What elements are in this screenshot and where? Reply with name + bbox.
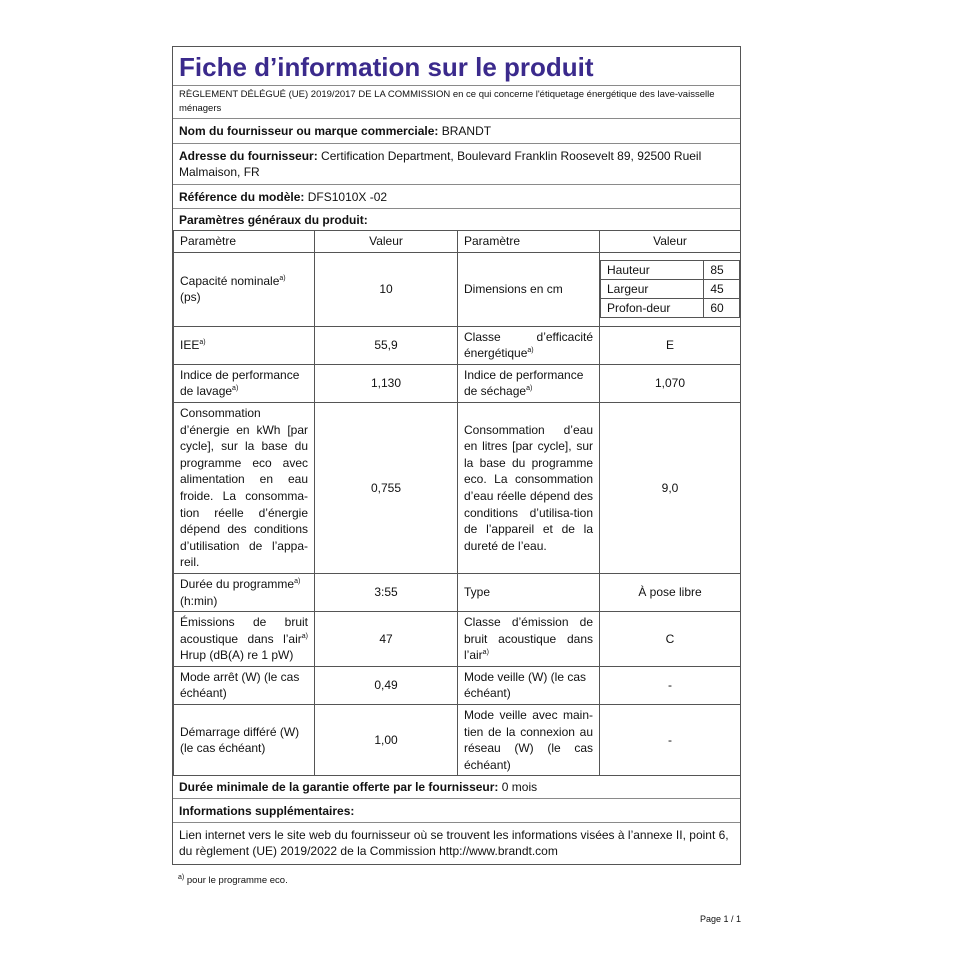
dimensions-table	[600, 260, 740, 318]
footnote-mark: a)	[527, 347, 534, 355]
product-information-sheet	[172, 46, 741, 865]
supplier-value: BRANDT	[441, 124, 492, 138]
height-label: Hauteur	[601, 261, 704, 280]
energy-consumption-label: Consommation d’énergie en kWh [par cycle], sur la base du programme eco avec alimentation en eau froide. La consomma-tion réelle d’énergie dépend des conditions d’utilisation de l’appa-reil.	[174, 402, 315, 573]
depth-label: Profon-deur	[601, 299, 704, 318]
duration-cell	[174, 573, 315, 611]
table-row	[174, 402, 741, 573]
iee-label: IEE	[180, 337, 200, 352]
parameters-table	[173, 230, 741, 776]
iee-cell	[174, 326, 315, 364]
energy-class-label: Classe d’efficacité énergétique	[464, 329, 593, 361]
standby-value: -	[600, 666, 741, 704]
off-mode-label: Mode arrêt (W) (le cas échéant)	[174, 666, 315, 704]
header-param-2: Paramètre	[458, 231, 600, 253]
model-row	[173, 185, 740, 209]
dimensions-cell	[600, 252, 741, 326]
water-consumption-value: 9,0	[600, 402, 741, 573]
footnote-mark: a)	[199, 338, 206, 346]
regulation-text: RÈGLEMENT DÉLÉGUÉ (UE) 2019/2017 DE LA COMMISSION en ce qui concerne l'étiquetage énergétique des lave-vaisselle ménagers	[173, 86, 740, 119]
footnote-mark: a)	[482, 649, 489, 657]
energy-class-cell	[458, 326, 600, 364]
noise-class-cell	[458, 612, 600, 667]
wash-perf-label: Indice de performance de lavage	[180, 367, 300, 399]
wash-perf-cell	[174, 364, 315, 402]
address-row	[173, 144, 740, 185]
model-label: Référence du modèle:	[179, 190, 305, 204]
delay-start-value: 1,00	[315, 705, 458, 776]
duration-value: 3:55	[315, 573, 458, 611]
energy-class-value: E	[600, 326, 741, 364]
dry-perf-value: 1,070	[600, 364, 741, 402]
footnote	[178, 875, 288, 886]
table-row	[174, 252, 741, 326]
noise-class-label: Classe d’émission de bruit acoustique dans l’air	[464, 615, 593, 663]
width-label: Largeur	[601, 280, 704, 299]
footnote-mark: a)	[294, 577, 301, 585]
footnote-mark: a)	[301, 632, 308, 640]
warranty-row	[173, 776, 740, 799]
dimensions-label: Dimensions en cm	[458, 252, 600, 326]
warranty-label: Durée minimale de la garantie offerte par le fournisseur:	[179, 780, 499, 795]
capacity-value: 10	[315, 252, 458, 326]
page-number: Page 1 / 1	[700, 914, 742, 924]
type-value: À pose libre	[600, 573, 741, 611]
address-label: Adresse du fournisseur:	[179, 149, 318, 163]
table-header-row	[174, 231, 741, 253]
noise-label: Émissions de bruit acoustique dans l’air	[180, 615, 308, 646]
type-label: Type	[458, 573, 600, 611]
noise-unit: Hrup (dB(A) re 1 pW)	[180, 648, 294, 663]
header-value-1: Valeur	[315, 231, 458, 253]
page-title: Fiche d’information sur le produit	[173, 47, 740, 86]
delay-start-label: Démarrage différé (W) (le cas échéant)	[174, 705, 315, 776]
standby-label: Mode veille (W) (le cas échéant)	[458, 666, 600, 704]
off-mode-value: 0,49	[315, 666, 458, 704]
table-row	[174, 326, 741, 364]
header-value-2: Valeur	[600, 231, 741, 253]
footnote-text: pour le programme eco.	[186, 875, 288, 886]
capacity-cell	[174, 252, 315, 326]
footnote-mark: a)	[279, 274, 286, 282]
supplier-row	[173, 119, 740, 144]
noise-value: 47	[315, 612, 458, 667]
capacity-label: Capacité nominale	[180, 273, 280, 288]
additional-info-text: Lien internet vers le site web du fournisseur où se trouvent les informations visées à l’annexe II, point 6, du règlement (UE) 2019/2022 de la Commission http://www.brandt.com	[179, 828, 729, 859]
footnote-mark: a)	[178, 873, 185, 881]
additional-info-label: Informations supplémentaires:	[179, 804, 355, 819]
height-value: 85	[704, 261, 740, 280]
energy-consumption-value: 0,755	[315, 402, 458, 573]
width-value: 45	[704, 280, 740, 299]
table-row	[174, 705, 741, 776]
duration-label: Durée du programme	[180, 576, 295, 591]
table-row	[174, 612, 741, 667]
footnote-mark: a)	[232, 385, 239, 393]
dry-perf-cell	[458, 364, 600, 402]
supplier-label: Nom du fournisseur ou marque commerciale:	[179, 124, 439, 138]
general-params-row	[173, 209, 740, 230]
water-consumption-label: Consommation d’eau en litres [par cycle], sur la base du programme eco. La consommation d’eau réelle dépend des conditions d’utilisa-tion de l’appareil et de la dureté de l’eau.	[458, 402, 600, 573]
address-value: Certification Department, Boulevard Franklin Roosevelt 89, 92500 Rueil Malmaison, FR	[179, 149, 702, 179]
networked-standby-label: Mode veille avec main-tien de la connexion au réseau (W) (le cas échéant)	[458, 705, 600, 776]
table-row	[174, 666, 741, 704]
table-row	[174, 573, 741, 611]
depth-value: 60	[704, 299, 740, 318]
dry-perf-label: Indice de performance de séchage	[464, 367, 584, 399]
networked-standby-value: -	[600, 705, 741, 776]
table-row	[174, 364, 741, 402]
noise-cell	[174, 612, 315, 667]
noise-class-value: C	[600, 612, 741, 667]
additional-info-row	[173, 799, 740, 823]
wash-perf-value: 1,130	[315, 364, 458, 402]
duration-unit: (h:min)	[180, 593, 218, 608]
iee-value: 55,9	[315, 326, 458, 364]
warranty-value: 0 mois	[501, 780, 538, 795]
general-params-label: Paramètres généraux du produit:	[179, 213, 368, 227]
header-param-1: Paramètre	[174, 231, 315, 253]
model-value: DFS1010X -02	[307, 190, 388, 204]
footnote-mark: a)	[526, 385, 533, 393]
capacity-unit: (ps)	[180, 290, 201, 305]
